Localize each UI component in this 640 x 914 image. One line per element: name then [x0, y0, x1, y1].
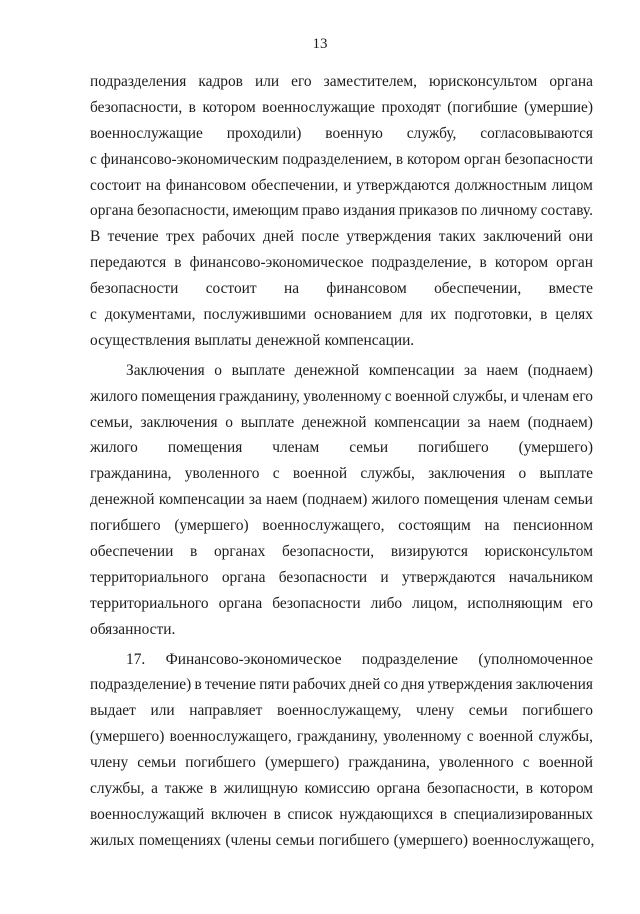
paragraph [90, 358, 593, 643]
text-line: безопасности состоит на финансовом обеспечении, вместе [90, 280, 593, 298]
text-line: жилого помещения гражданину, уволенному с военной службы, и членам его [90, 387, 593, 405]
text-line: члену семьи погибшего (умершего) гражданина, уволенного с военной [90, 754, 593, 772]
text-line: органа безопасности, имеющим право издания приказов по личному составу. [90, 202, 593, 220]
text-line: службы, а также в жилищную комиссию органа безопасности, в котором [90, 780, 593, 798]
text-line: территориального органа безопасности либо лицом, исполняющим его [90, 594, 593, 612]
text-line: выдает или направляет военнослужащему, члену семьи погибшего [90, 702, 593, 720]
body-text [90, 69, 593, 854]
text-line: 17. Финансово-экономическое подразделение (уполномоченное [126, 650, 593, 668]
text-line: безопасности, в котором военнослужащие проходят (погибшие (умершие) [90, 98, 593, 116]
text-line: жилых помещениях (члены семьи погибшего (умершего) военнослужащего, [90, 831, 595, 849]
text-line: осуществления выплаты денежной компенсации. [90, 331, 415, 349]
page-number: 13 [312, 36, 328, 52]
text-line: гражданина, уволенного с военной службы, заключения о выплате [90, 465, 593, 483]
text-line: погибшего (умершего) военнослужащего, состоящим на пенсионном [90, 517, 593, 535]
text-line: денежной компенсации за наем (поднаем) жилого помещения членам семьи [90, 491, 593, 509]
text-line: передаются в финансово-экономическое подразделение, в котором орган [90, 254, 593, 272]
text-line: военнослужащие проходили) военную службу, согласовываются [90, 124, 593, 142]
paragraph [90, 647, 593, 854]
text-line: (умершего) военнослужащего, гражданину, уволенному с военной службы, [90, 728, 593, 746]
text-line: военнослужащий включен в список нуждающихся в специализированных [90, 805, 593, 823]
text-line: подразделения кадров или его заместителем, юрисконсультом органа [90, 73, 593, 90]
text-line: семьи, заключения о выплате денежной компенсации за наем (поднаем) [90, 413, 593, 431]
text-line: В течение трех рабочих дней после утверждения таких заключений они [90, 228, 593, 246]
text-line: Заключения о выплате денежной компенсации за наем (поднаем) [126, 361, 593, 379]
text-line: подразделение) в течение пяти рабочих дней со дня утверждения заключения [90, 676, 593, 694]
text-line: с документами, послужившими основанием для их подготовки, в целях [90, 306, 593, 324]
text-line: обязанности. [90, 620, 176, 638]
text-line: обеспечении в органах безопасности, визируются юрисконсультом [90, 543, 593, 561]
text-line: состоит на финансовом обеспечении, и утверждаются должностным лицом [90, 176, 593, 194]
text-line: территориального органа безопасности и утверждаются начальником [90, 568, 593, 586]
text-line: с финансово-экономическим подразделением, в котором орган безопасности [90, 150, 593, 168]
text-line: жилого помещения членам семьи погибшего (умершего) [90, 439, 593, 457]
paragraph [90, 69, 593, 354]
